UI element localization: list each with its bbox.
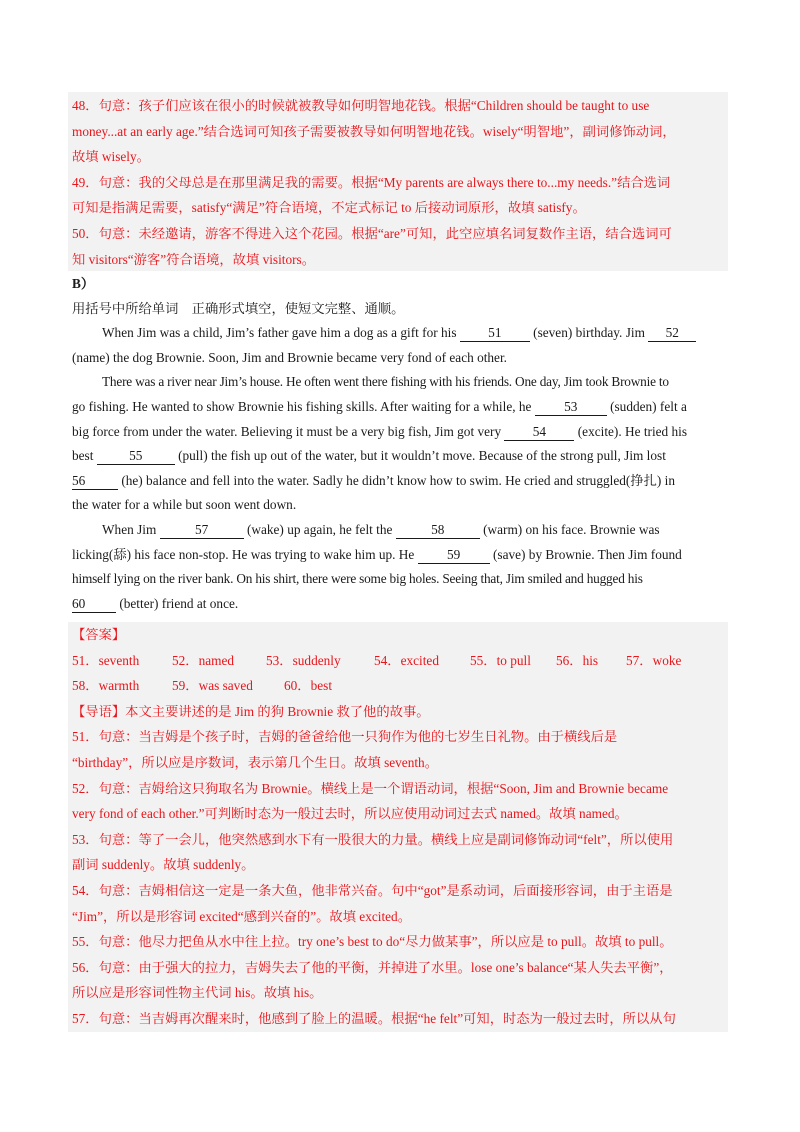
blank-54[interactable]: 54: [504, 424, 574, 441]
blank-51[interactable]: 51: [460, 325, 530, 342]
answer-item: 51．seventh: [72, 652, 140, 668]
guide-text: 【导语】本文主要讲述的是 Jim 的狗 Brownie 救了他的故事。: [72, 703, 430, 719]
explanation-line: 所以应是形容词性物主代词 his。故填 his。: [72, 985, 323, 1001]
passage-line: himself lying on the river bank. On his shirt, there were some big holes. Seeing that, Jim smiled and hugged his: [72, 571, 643, 587]
explanation-line: very fond of each other.”可判断时态为一般过去时，所以应使用动词过去式 named。故填 named。: [72, 806, 628, 822]
passage-line: There was a river near Jim’s house. He often went there fishing with his friends. One day, Jim took Brownie to: [102, 374, 669, 390]
explanation-line: 57．句意：当吉姆再次醒来时，他感到了脸上的温暖。根据“he felt”可知，时态为一般过去时，所以从句: [72, 1010, 676, 1026]
instruction-text: 用括号中所给单词 正确形式填空，使短文完整、通顺。: [72, 300, 405, 316]
passage-line: best 55 (pull) the fish up out of the water, but it wouldn’t move. Because of the strong pull, Jim lost: [72, 448, 666, 464]
answer-item: 53．suddenly: [266, 652, 341, 668]
blank-60[interactable]: 60: [72, 596, 116, 613]
explanation-line: 故填 wisely。: [72, 149, 150, 165]
answer-item: 58．warmth: [72, 678, 140, 694]
passage-line: 60 (better) friend at once.: [72, 595, 239, 611]
explanation-line: 48．句意：孩子们应该在很小的时候就被教导如何明智地花钱。根据“Children should be taught to use: [72, 98, 650, 113]
blank-56[interactable]: 56: [72, 473, 118, 490]
answer-item: 55．to pull: [470, 652, 531, 668]
explanation-line: “birthday”，所以应是序数词，表示第几个生日。故填 seventh。: [72, 754, 438, 770]
explanation-line: money...at an early age.”结合选词可知孩子需要被教导如何明智地花钱。wisely“明智地”，副词修饰动词，: [72, 123, 676, 139]
passage-line: 56 (he) balance and fell into the water. Sadly he didn’t know how to swim. He cried and struggled(挣扎) in: [72, 472, 675, 488]
blank-52[interactable]: 52: [648, 325, 696, 342]
answer-item: 60．best: [284, 678, 333, 694]
answer-row: [72, 648, 728, 674]
answer-label: 【答案】: [72, 627, 126, 642]
explanation-line: “Jim”，所以是形容词 excited“感到兴奋的”。故填 excited。: [72, 908, 411, 924]
explanation-line: 56．句意：由于强大的拉力，吉姆失去了他的平衡，并掉进了水里。lose one’s balance“某人失去平衡”，: [72, 959, 673, 975]
answer-item: 59．was saved: [172, 678, 253, 694]
explanation-line: 52．句意：吉姆给这只狗取名为 Brownie。横线上是一个谓语动词，根据“Soon, Jim and Brownie became: [72, 780, 669, 796]
passage-line: go fishing. He wanted to show Brownie his fishing skills. After waiting for a while, he 53 (sudden) felt a: [72, 398, 687, 414]
section-heading: B）: [72, 276, 95, 291]
explanation-line: 49．句意：我的父母总是在那里满足我的需要。根据“My parents are always there to...my needs.”结合选词: [72, 174, 671, 190]
answer-block: [68, 622, 728, 1032]
blank-55[interactable]: 55: [97, 448, 175, 465]
passage-line: When Jim was a child, Jim’s father gave him a dog as a gift for his 51 (seven) birthday. Jim 52: [72, 321, 728, 346]
explanation-block-48-50: [68, 92, 728, 271]
blank-53[interactable]: 53: [535, 399, 607, 416]
explanation-line: 51．句意：当吉姆是个孩子时，吉姆的爸爸给他一只狗作为他的七岁生日礼物。由于横线后是: [72, 729, 618, 745]
passage-line: When Jim 57 (wake) up again, he felt the 58 (warm) on his face. Brownie was: [102, 521, 660, 537]
explanation-line: 54．句意：吉姆相信这一定是一条大鱼，他非常兴奋。句中“got”是系动词，后面接形容词，由于主语是: [72, 882, 673, 898]
passage-section: [72, 272, 728, 616]
passage-line: the water for a while but soon went down.: [72, 497, 297, 513]
explanation-line: 53．句意：等了一会儿，他突然感到水下有一股很大的力量。横线上应是副词修饰动词“felt”，所以使用: [72, 831, 674, 847]
answer-item: 57．woke: [626, 652, 682, 668]
passage-line: big force from under the water. Believing it must be a very big fish, Jim got very 54 (excite). He tried his: [72, 423, 688, 439]
blank-57[interactable]: 57: [160, 522, 244, 539]
answer-item: 56．his: [556, 652, 599, 668]
blank-58[interactable]: 58: [396, 522, 480, 539]
explanation-line: 可知是指满足需要，satisfy“满足”符合语境，不定式标记 to 后接动词原形，故填 satisfy。: [72, 200, 586, 216]
explanation-line: 50．句意：未经邀请，游客不得进入这个花园。根据“are”可知，此空应填名词复数作主语，结合选词可: [72, 225, 672, 241]
passage-line: licking(舔) his face non-stop. He was trying to wake him up. He 59 (save) by Brownie. Then Jim found: [72, 546, 682, 562]
explanation-line: 知 visitors“游客”符合语境，故填 visitors。: [72, 251, 316, 267]
answer-item: 54．excited: [374, 652, 439, 668]
passage-line: (name) the dog Brownie. Soon, Jim and Brownie became very fond of each other.: [72, 349, 507, 365]
explanation-line: 副词 suddenly。故填 suddenly。: [72, 857, 255, 873]
blank-59[interactable]: 59: [418, 547, 490, 564]
explanation-line: 55．句意：他尽力把鱼从水中往上拉。try one’s best to do“尽力做某事”，所以应是 to pull。故填 to pull。: [72, 934, 673, 950]
answer-row: [72, 673, 728, 699]
answer-item: 52．named: [172, 652, 235, 668]
